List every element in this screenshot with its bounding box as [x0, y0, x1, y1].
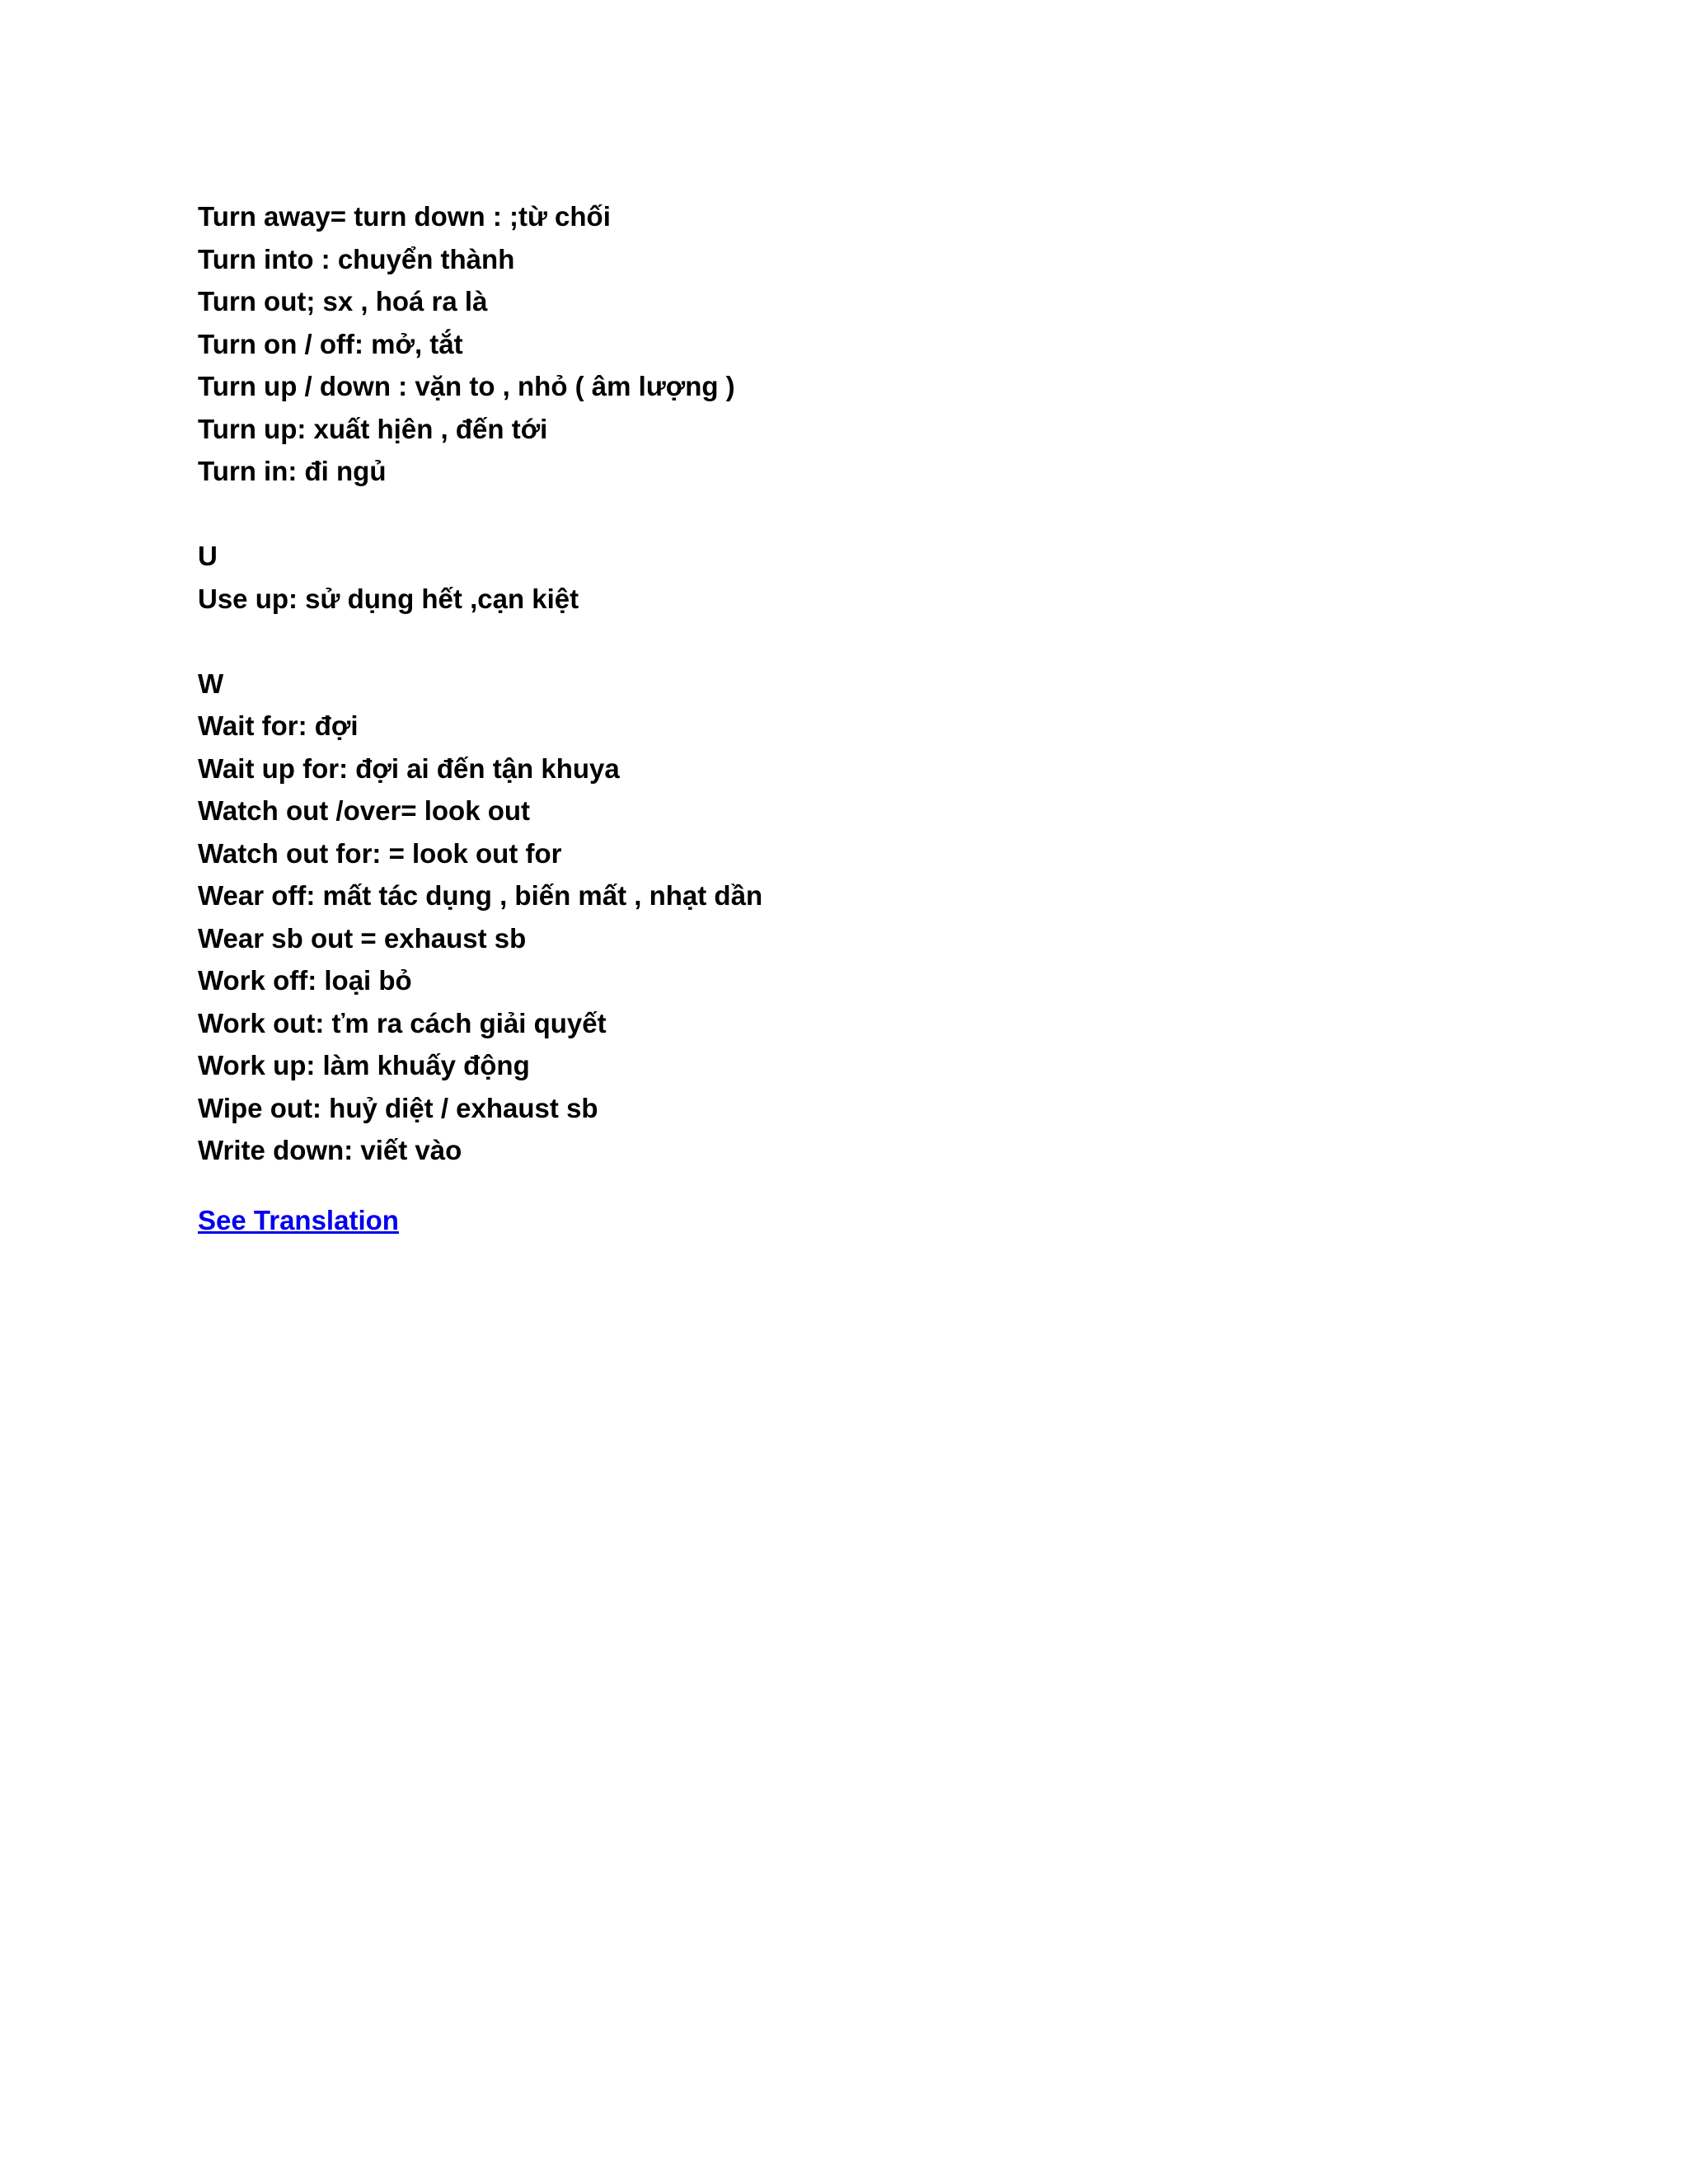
entry-watch-out-for: Watch out for: = look out for [198, 837, 562, 869]
entry-work-up: Work up: làm khuấy động [198, 1050, 530, 1080]
entry-wipe-out: Wipe out: huỷ diệt / exhaust sb [198, 1092, 598, 1123]
section-u [198, 535, 1434, 620]
spacer [198, 493, 1434, 536]
entry-watch-out-over: Watch out /over= look out [198, 795, 531, 826]
section-w [198, 663, 1434, 1172]
section-t [198, 195, 1434, 493]
section-heading-u: U [198, 541, 218, 571]
spacer [198, 620, 1434, 663]
translation-link-container [198, 1199, 1434, 1242]
entry-wear-off: Wear off: mất tác dụng , biến mất , nhạt dần [198, 880, 763, 911]
entry-work-off: Work off: loại bỏ [198, 965, 412, 996]
entry-wait-for: Wait for: đợi [198, 710, 359, 741]
entry-turn-up-down: Turn up / down : vặn to , nhỏ ( âm lượng ) [198, 371, 735, 401]
entry-turn-on-off: Turn on / off: mở, tắt [198, 328, 463, 359]
entry-turn-out: Turn out; sx , hoá ra là [198, 286, 488, 316]
entry-write-down: Write down: viết vào [198, 1135, 462, 1165]
document-body [198, 195, 1434, 1241]
entry-use-up: Use up: sử dụng hết ,cạn kiệt [198, 583, 579, 614]
entry-turn-into: Turn into : chuyển thành [198, 243, 515, 274]
entry-wear-sb-out: Wear sb out = exhaust sb [198, 922, 527, 954]
see-translation-link[interactable]: See Translation [198, 1204, 399, 1235]
section-heading-w: W [198, 668, 224, 699]
entry-turn-away: Turn away= turn down : ;từ chối [198, 201, 611, 232]
entry-work-out: Work out: ťm ra cách giải quyết [198, 1007, 607, 1038]
entry-turn-in: Turn in: đi ngủ [198, 456, 387, 486]
entry-wait-up-for: Wait up for: đợi ai đến tận khuya [198, 752, 620, 784]
entry-turn-up: Turn up: xuất hịên , đến tới [198, 413, 548, 444]
